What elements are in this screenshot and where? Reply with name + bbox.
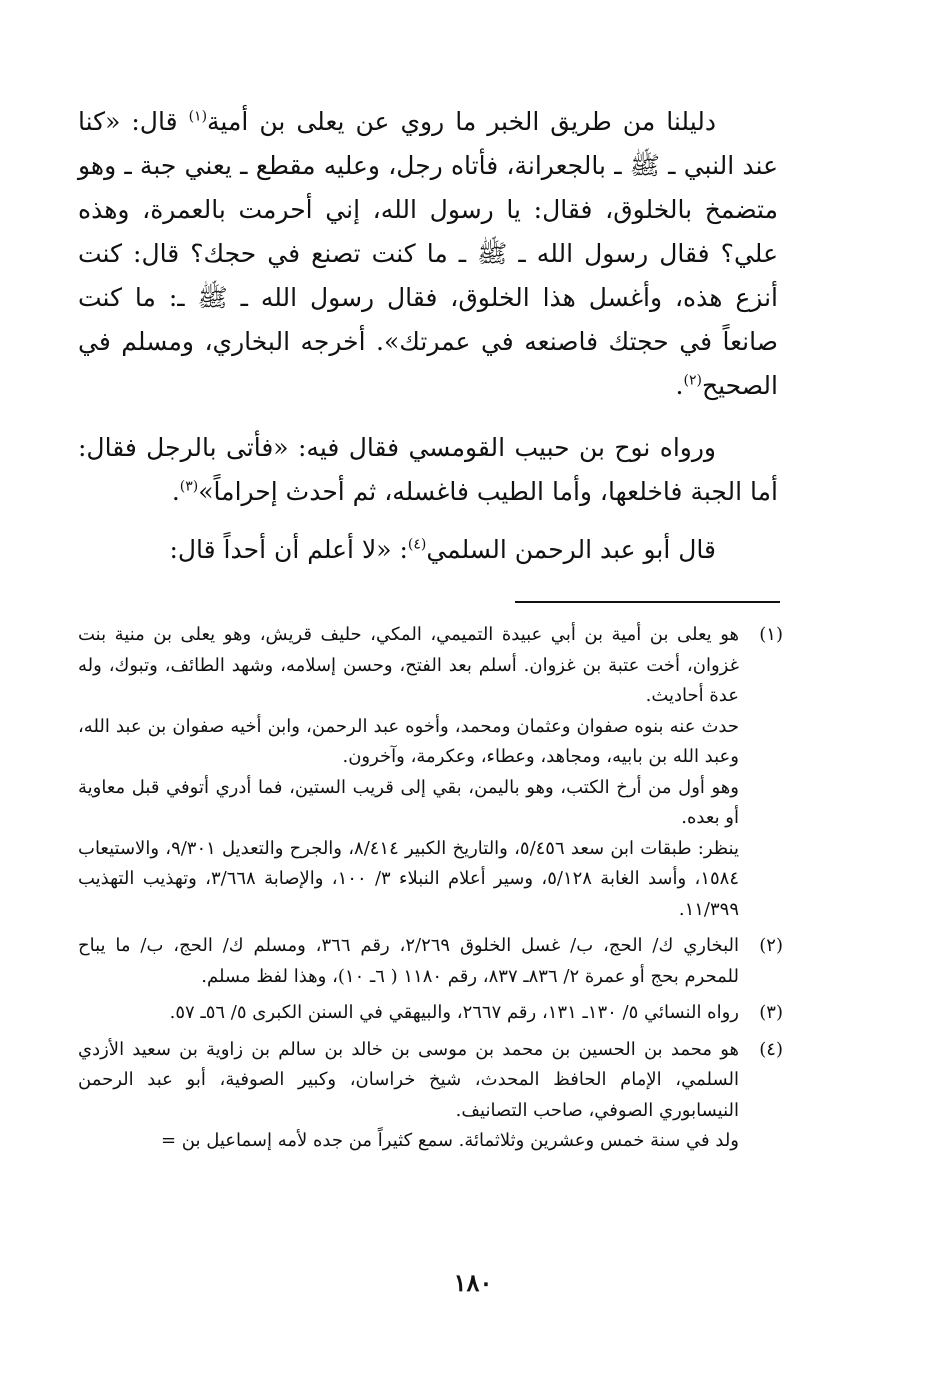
footnote-ref-3: (٣) bbox=[179, 478, 199, 495]
footnote-text: البخاري ك/ الحج، ب/ غسل الخلوق ٢/٢٦٩، رقم ٣٦٦، ومسلم ك/ الحج، ب/ ما يباح للمحرم بحج أو عمرة ٢/ ٨٣٦ـ ٨٣٧، رقم ١١٨٠ ( ٦ـ ١٠)، وهذا لفظ مسلم. bbox=[78, 935, 739, 987]
footnote-4 bbox=[78, 1035, 783, 1157]
footnote-text: وهو أول من أرخ الكتب، وهو باليمن، بقي إلى قريب الستين، فما أدري أتوفي قبل معاوية أو بعده. bbox=[78, 776, 739, 828]
footnote-3 bbox=[78, 998, 783, 1029]
footnote-text: حدث عنه بنوه صفوان وعثمان ومحمد، وأخوه عبد الرحمن، وابن أخيه صفوان بن عبد الله، وعبد الله بن بابيه، ومجاهد، وعطاء، وعكرمة، وآخرون. bbox=[78, 715, 739, 767]
paragraph-2-end: . bbox=[171, 477, 180, 506]
footnote-ref-1: (١) bbox=[188, 108, 208, 125]
paragraph-1-end: . bbox=[675, 371, 684, 400]
footnote-separator bbox=[515, 601, 780, 603]
footnote-text: هو محمد بن الحسين بن محمد بن موسى بن خالد بن سالم بن زاوية بن سعيد الأزدي السلمي، الإمام الحافظ المحدث، شيخ خراسان، وكبير الصوفية، أبو عبد الرحمن النيسابوري الصوفي، صاحب التصانيف. bbox=[78, 1038, 739, 1121]
footnote-number: (٣) bbox=[759, 1002, 783, 1023]
footnote-text: رواه النسائي ٥/ ١٣٠ـ ١٣١، رقم ٢٦٦٧، والبيهقي في السنن الكبرى ٥/ ٥٦ـ ٥٧. bbox=[169, 1002, 739, 1023]
page-number: ١٨٠ bbox=[453, 1268, 493, 1297]
main-paragraph-3 bbox=[78, 528, 778, 572]
footnote-text: هو يعلى بن أمية بن أبي عبيدة التميمي، المكي، حليف قريش، وهو يعلى بن منية بنت غزوان، أخت عتبة بن غزوان. أسلم بعد الفتح، وحسن إسلامه، وشهد الطائف، وتبوك، وله عدة أحاديث. bbox=[78, 624, 739, 706]
paragraph-3-text-a: قال أبو عبد الرحمن السلمي bbox=[426, 535, 716, 564]
footnote-text: ينظر: طبقات ابن سعد ٥/٤٥٦، والتاريخ الكبير ٨/٤١٤، والجرح والتعديل ٩/٣٠١، والاستيعاب ١٥٨٤، وأسد الغابة ٥/١٢٨، وسير أعلام النبلاء ٣/ ١٠٠، والإصابة ٣/٦٦٨، وتهذيب التهذيب ١١/٣٩٩. bbox=[78, 837, 740, 920]
main-paragraph-2 bbox=[78, 426, 778, 514]
footnote-number: (١) bbox=[759, 624, 783, 645]
footnote-ref-2: (٢) bbox=[683, 372, 702, 389]
paragraph-1-text-a: دليلنا من طريق الخبر ما روي عن يعلى بن أمية bbox=[207, 107, 716, 136]
footnote-number: (٢) bbox=[759, 935, 783, 956]
paragraph-3-text-b: : «لا أعلم أن أحداً قال: bbox=[169, 535, 408, 564]
paragraph-1-text-b: قال: «كنا عند النبي ـ ﷺ ـ بالجعرانة، فأتاه رجل، وعليه مقطع ـ يعني جبة ـ وهو متضمخ بالخلوق، فقال: يا رسول الله، إني أحرمت بالعمرة، وهذه علي؟ فقال رسول الله ـ ﷺ ـ ما كنت تصنع في حجك؟ قال: كنت أنزع هذه، وأغسل هذا الخلوق، فقال رسول الله ـ ﷺ ـ: ما كنت صانعاً في حجتك فاصنعه في عمرتك». أخرجه البخاري، ومسلم في الصحيح bbox=[78, 107, 778, 400]
paragraph-2-text: ورواه نوح بن حبيب القومسي فقال فيه: «فأتى بالرجل فقال: أما الجبة فاخلعها، وأما الطيب فاغسله، ثم أحدث إحراماً» bbox=[78, 433, 778, 506]
footnote-ref-4: (٤) bbox=[407, 536, 427, 553]
footnotes bbox=[78, 620, 783, 1163]
footnote-2 bbox=[78, 931, 783, 992]
main-paragraph-1 bbox=[78, 100, 778, 408]
footnote-number: (٤) bbox=[759, 1038, 783, 1060]
footnote-text: ولد في سنة خمس وعشرين وثلاثمائة. سمع كثيراً من جده لأمه إسماعيل بن = bbox=[160, 1130, 739, 1151]
footnote-1 bbox=[78, 620, 783, 925]
